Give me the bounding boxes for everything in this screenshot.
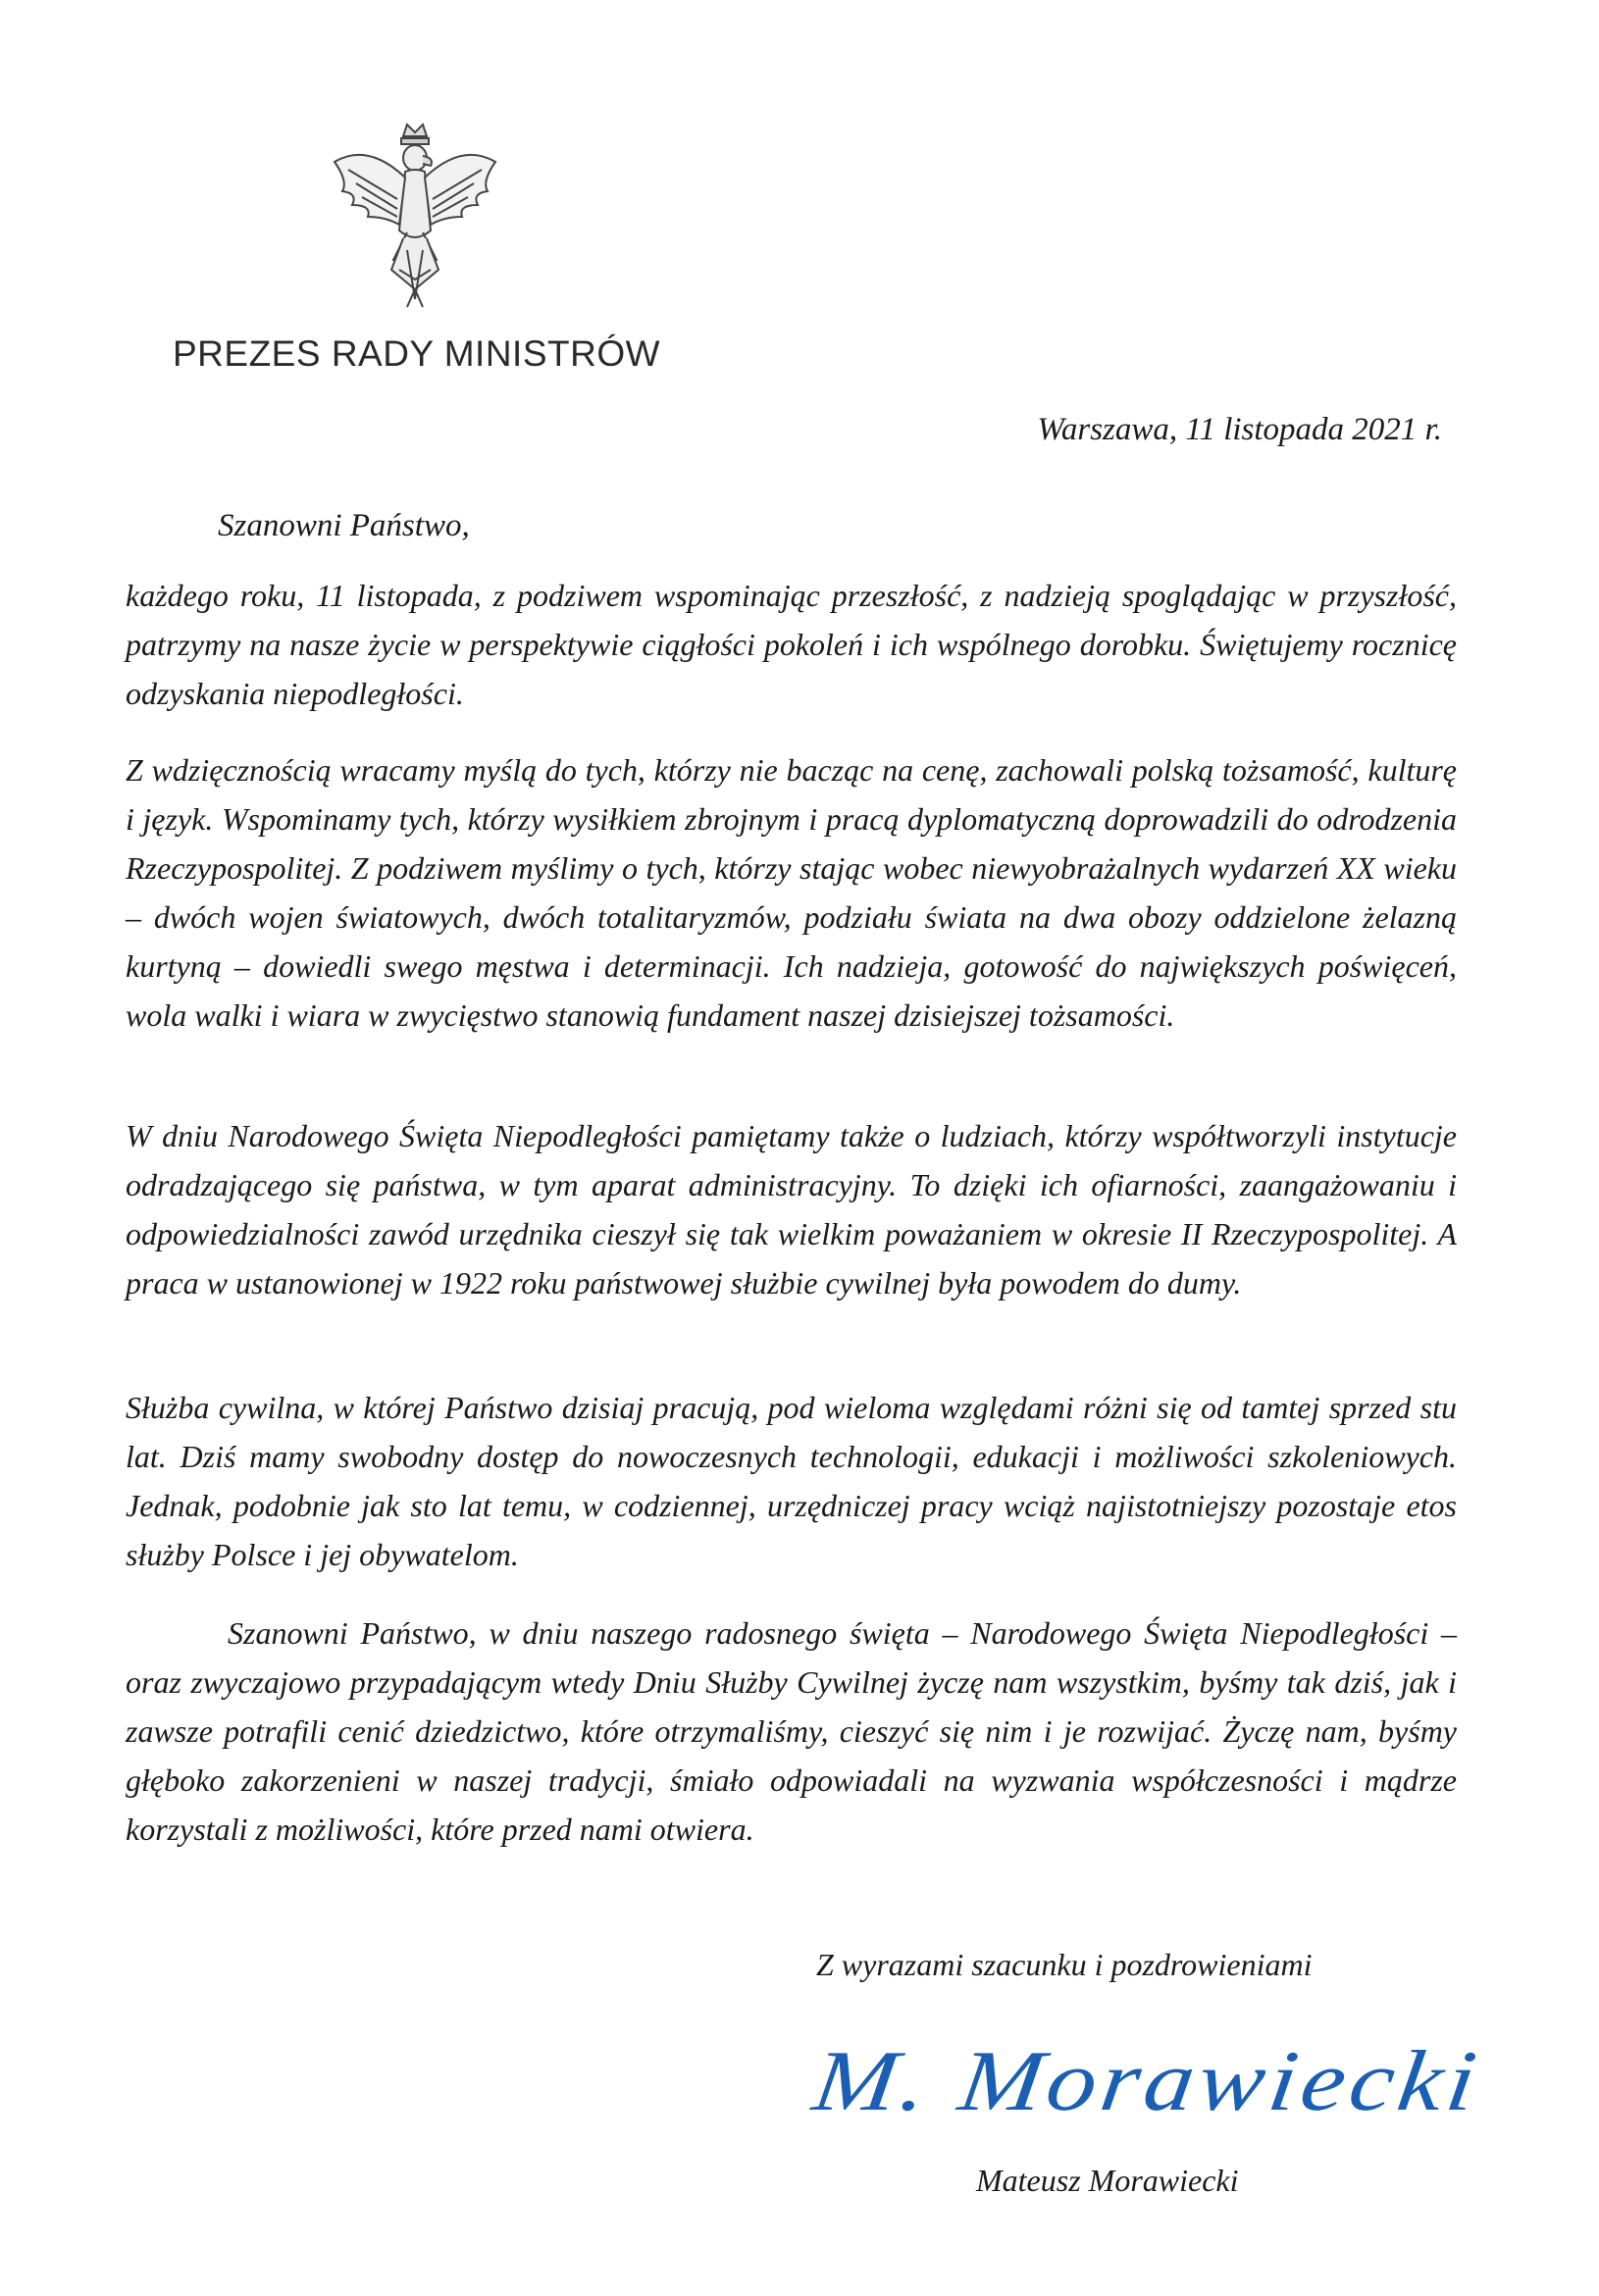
letterhead-title: PREZES RADY MINISTRÓW bbox=[173, 333, 661, 374]
closing-line: Z wyrazami szacunku i pozdrowieniami bbox=[816, 1947, 1313, 1982]
handwritten-signature bbox=[807, 2020, 1501, 2148]
eagle-emblem-icon bbox=[329, 123, 501, 309]
signature-text: M. Morawiecki bbox=[807, 2034, 1486, 2129]
paragraph: W dniu Narodowego Święta Niepodległości pamiętamy także o ludziach, którzy współtworzyli instytucje odradzającego się państwa, w tym aparat administracyjny. To dzięki ich ofiarności, zaangażowaniu i odpowiedzialności zawód urzędnika cieszył się tak wielkim poważaniem w okresie II Rzeczypospolitej. A praca w ustanowionej w 1922 roku państwowej służbie cywilnej była powodem do dumy. bbox=[126, 1118, 1457, 1301]
letter-date: Warszawa, 11 listopada 2021 r. bbox=[1037, 412, 1442, 447]
paragraph: Z wdzięcznością wracamy myślą do tych, którzy nie bacząc na cenę, zachowali polską tożsamość, kulturę i język. Wspominamy tych, którzy wysiłkiem zbrojnym i pracą dyplomatyczną doprowadzili do odrodzenia Rzeczypospolitej. Z podziwem myślimy o tych, którzy stając wobec niewyobrażalnych wydarzeń XX wieku – dwóch wojen światowych, dwóch totalitaryzmów, podziału świata na dwa obozy oddzielone żelazną kurtyną – dowiedli swego męstwa i determinacji. Ich nadzieja, gotowość do największych poświęceń, wola walki i wiara w zwycięstwo stanowią fundament naszej dzisiejszej tożsamości. bbox=[126, 752, 1457, 1033]
paragraph: każdego roku, 11 listopada, z podziwem wspominając przeszłość, z nadzieją spoglądając w przyszłość, patrzymy na nasze życie w perspektywie ciągłości pokoleń i ich wspólnego dorobku. Świętujemy rocznicę odzyskania niepodległości. bbox=[126, 578, 1457, 711]
signatory-name: Mateusz Morawiecki bbox=[976, 2163, 1239, 2198]
paragraph: Służba cywilna, w której Państwo dzisiaj pracują, pod wieloma względami różni się od tamtej sprzed stu lat. Dziś mamy swobodny dostęp do nowoczesnych technologii, edukacji i możliwości szkoleniowych. Jednak, podobnie jak sto lat temu, w codziennej, urzędniczej pracy wciąż najistotniejszy pozostaje etos służby Polsce i jej obywatelom. bbox=[126, 1390, 1457, 1572]
salutation: Szanowni Państwo, bbox=[218, 508, 470, 543]
paragraph: Szanowni Państwo, w dniu naszego radosnego święta – Narodowego Święta Niepodległości – oraz zwyczajowo przypadającym wtedy Dniu Służby Cywilnej życzę nam wszystkim, byśmy tak dziś, jak i zawsze potrafili cenić dziedzictwo, które otrzymaliśmy, cieszyć się nim i je rozwijać. Życzę nam, byśmy głęboko zakorzenieni w naszej tradycji, śmiało odpowiadali na wyzwania współczesności i mądrze korzystali z możliwości, które przed nami otwiera. bbox=[126, 1615, 1457, 1847]
